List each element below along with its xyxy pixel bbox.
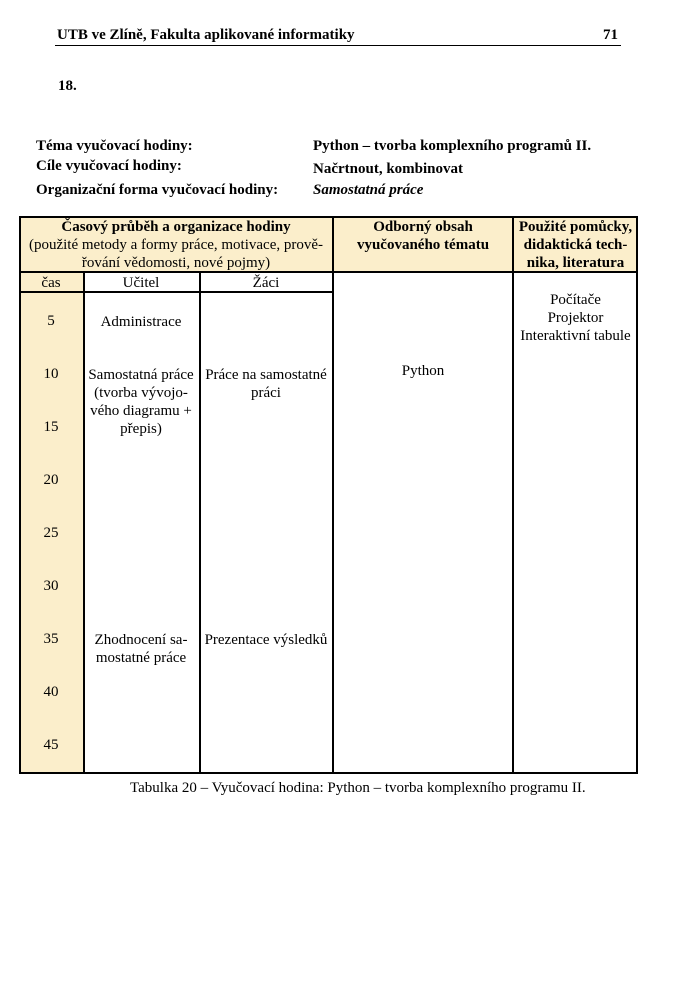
topic-label: Téma vyučovací hodiny: (36, 138, 193, 154)
col3-title-3: nika, literatura (526, 255, 625, 271)
subject-content: Python (401, 363, 445, 379)
col2-title-2: vyučovaného tématu (356, 237, 490, 253)
subheader-teacher: Učitel (122, 275, 160, 291)
table-border-left (19, 216, 21, 774)
running-header-title: UTB ve Zlíně, Fakulta aplikované informatiky (57, 27, 355, 43)
teacher-activity-independent-work: přepis) (120, 421, 162, 437)
time-value: 45 (43, 737, 59, 753)
time-value: 20 (43, 472, 59, 488)
teacher-activity-independent-work: (tvorba vývojo- (94, 385, 188, 401)
form-value: Samostatná práce (313, 182, 424, 198)
column-divider (332, 216, 334, 774)
table-border-top (19, 216, 638, 218)
students-activity-work: práci (251, 385, 281, 401)
teacher-activity-independent-work: Samostatná práce (88, 367, 194, 383)
teacher-activity-administration: Administrace (100, 314, 182, 330)
time-value: 40 (43, 684, 59, 700)
teacher-activity-evaluation: Zhodnocení sa- (94, 632, 188, 648)
aid-item: Počítače (550, 292, 601, 308)
goals-label: Cíle vyučovací hodiny: (36, 158, 182, 174)
students-activity-work: Práce na samostatné (205, 367, 327, 383)
table-caption: Tabulka 20 – Vyučovací hodina: Python – tvorba komplexního programu II. (130, 780, 586, 796)
time-value: 15 (43, 419, 59, 435)
teacher-activity-evaluation: mostatné práce (95, 650, 187, 666)
teacher-activity-independent-work: vého diagramu + (90, 403, 192, 419)
time-value: 30 (43, 578, 59, 594)
col1-title: Časový průběh a organizace hodiny (61, 219, 291, 235)
page-number: 71 (603, 27, 618, 43)
column-divider (512, 216, 514, 774)
aid-item: Interaktivní tabule (520, 328, 631, 344)
time-value: 10 (43, 366, 59, 382)
column-divider (83, 272, 85, 774)
subheader-students: Žáci (252, 275, 280, 291)
form-label: Organizační forma vyučovací hodiny: (36, 182, 279, 198)
lesson-number: 18. (58, 78, 77, 94)
table-border-right (636, 216, 638, 774)
col3-title-2: didaktická tech- (523, 237, 628, 253)
time-value: 5 (47, 313, 55, 329)
time-value: 25 (43, 525, 59, 541)
students-activity-presentation: Prezentace výsledků (204, 632, 328, 648)
subheader-time: čas (41, 275, 61, 291)
col3-title-1: Použité pomůcky, (518, 219, 633, 235)
aid-item: Projektor (547, 310, 604, 326)
header-rule (55, 45, 621, 46)
col1-subtitle-2: řování vědomosti, nové pojmy) (81, 255, 271, 271)
topic-value: Python – tvorba komplexního programů II. (313, 138, 592, 154)
goals-value: Načrtnout, kombinovat (313, 161, 464, 177)
col2-title-1: Odborný obsah (373, 219, 473, 235)
subheader-divider (19, 291, 333, 293)
header-divider (19, 271, 638, 273)
column-divider (199, 272, 201, 774)
col1-subtitle-1: (použité metody a formy práce, motivace, prově- (28, 237, 324, 253)
lesson-plan-table (19, 216, 638, 774)
table-border-bottom (19, 772, 638, 774)
time-value: 35 (43, 631, 59, 647)
